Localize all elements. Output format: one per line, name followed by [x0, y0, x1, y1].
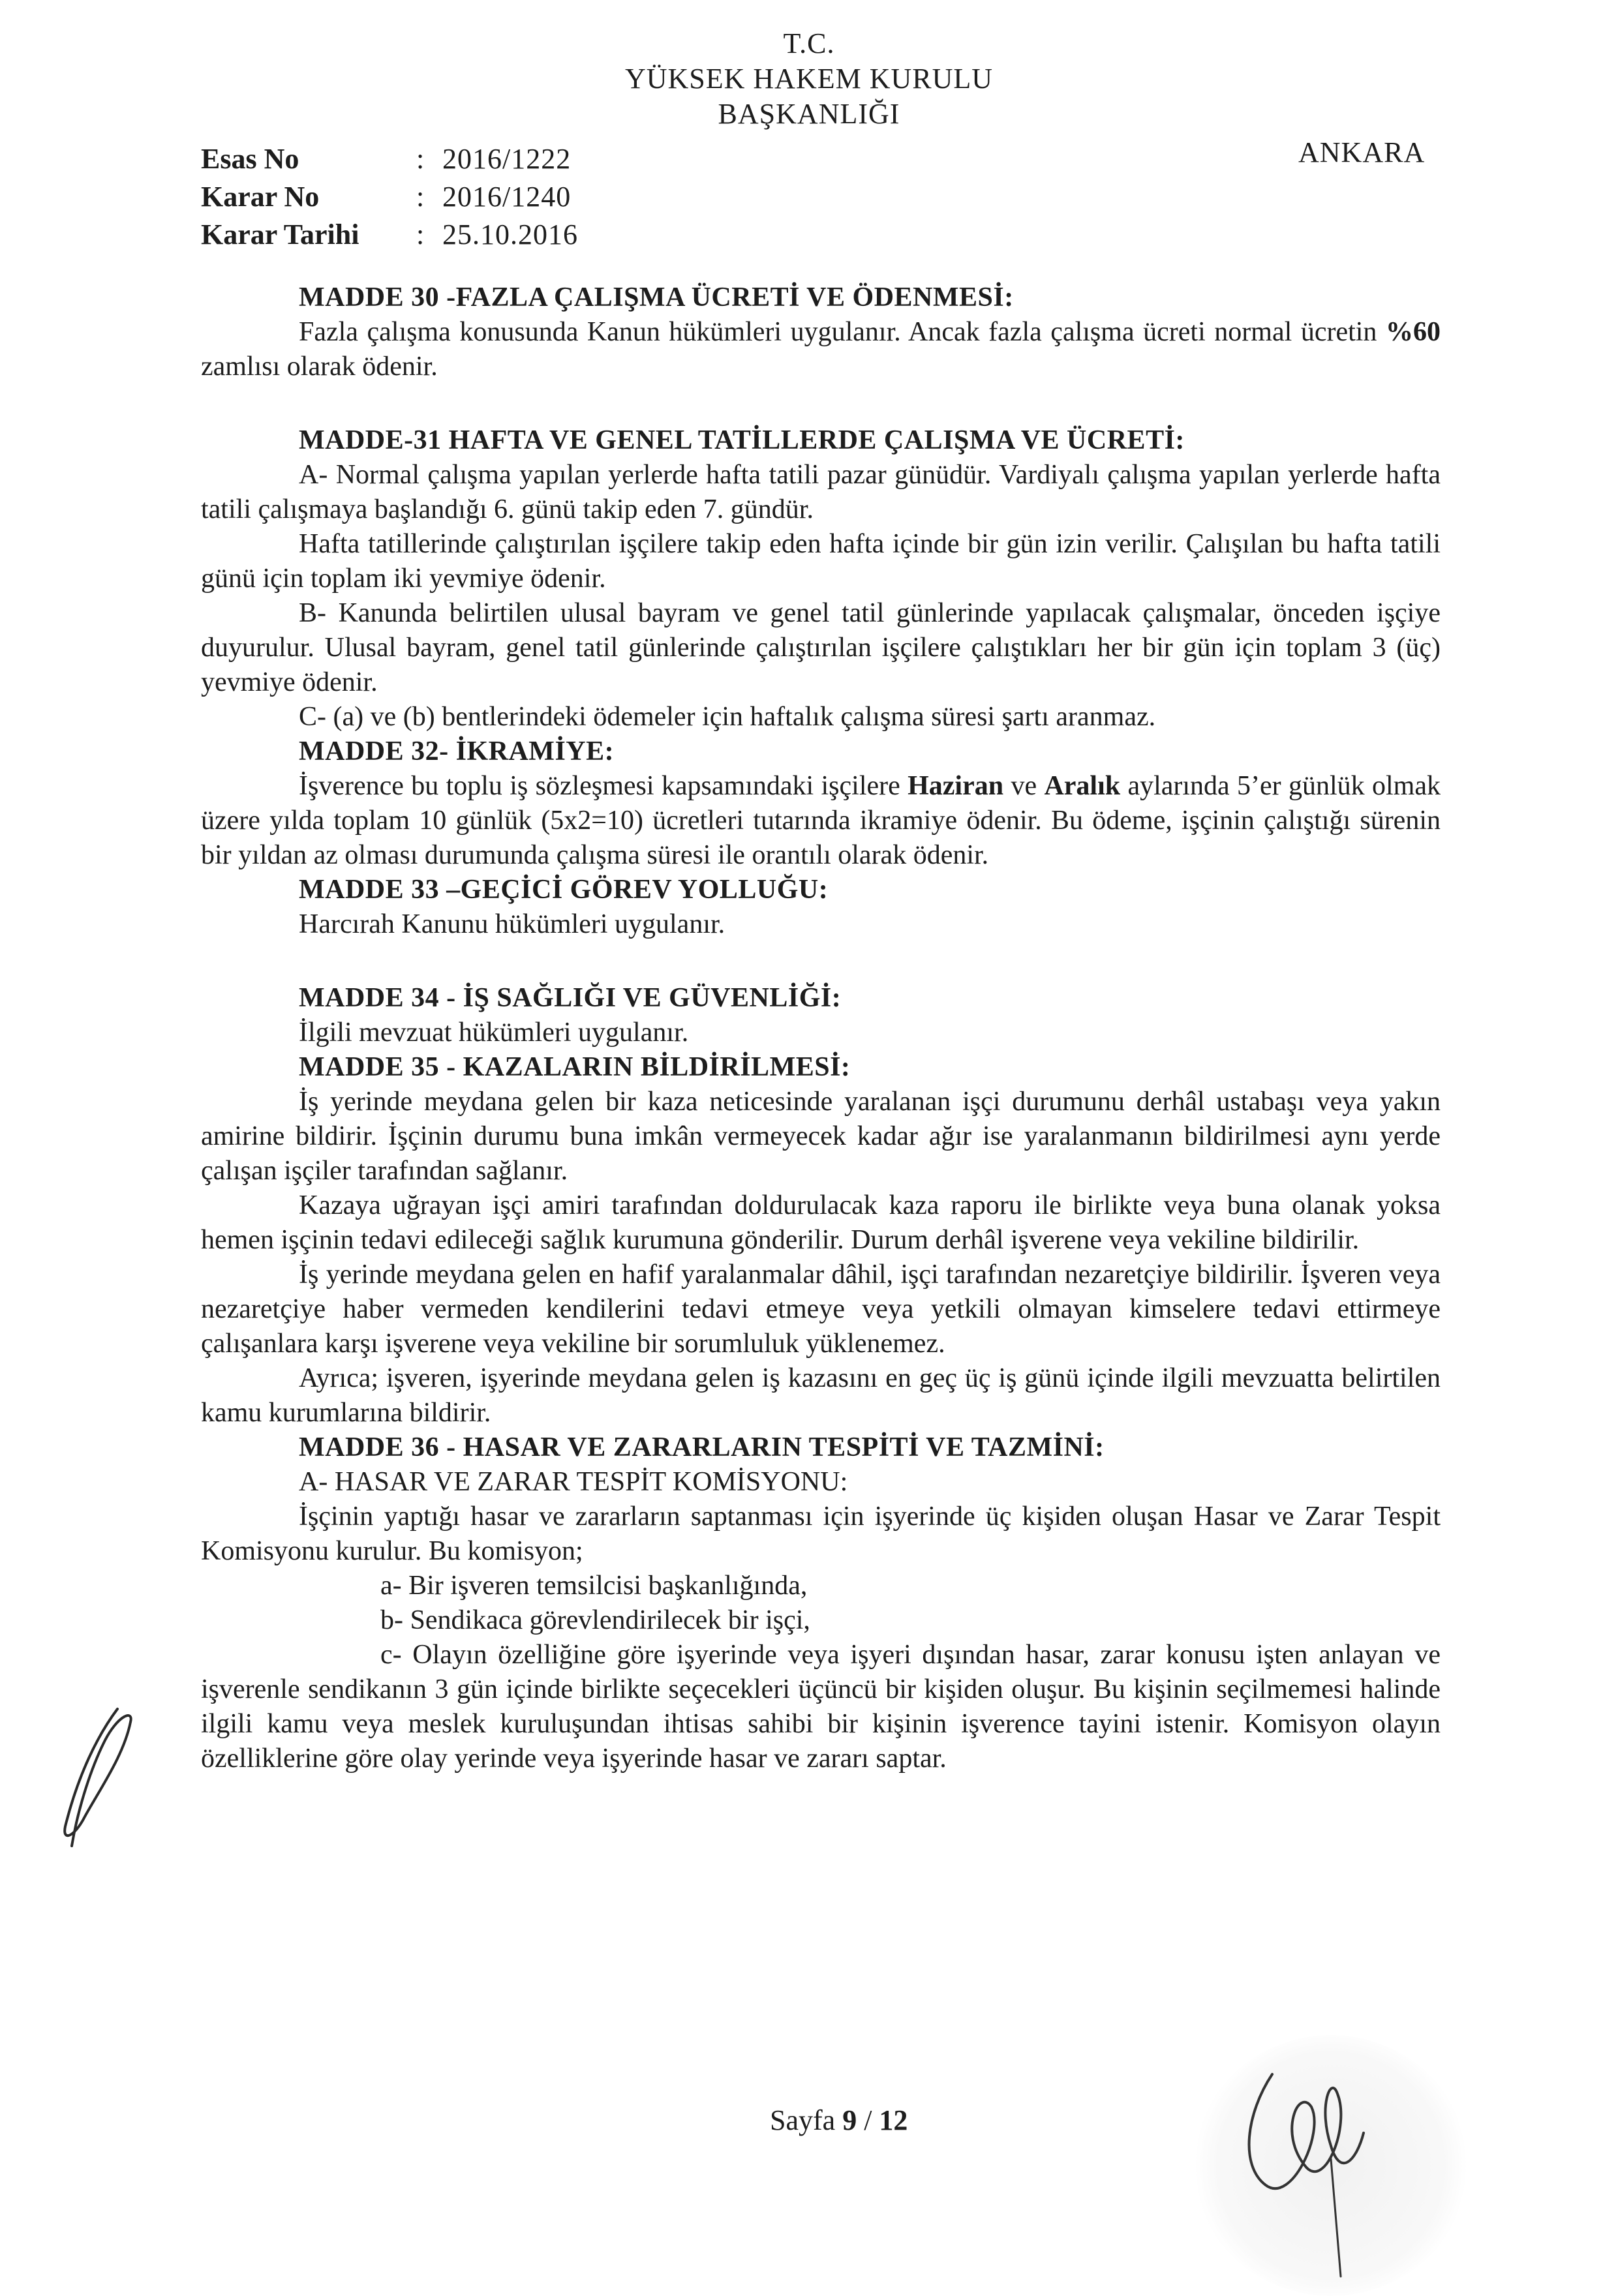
- header-tc: T.C.: [783, 27, 835, 59]
- madde-36-item-a: a- Bir işveren temsilcisi başkanlığında,: [380, 1571, 808, 1601]
- tarih-value: 25.10.2016: [442, 219, 578, 250]
- madde-36-subtitle: A- HASAR VE ZARAR TESPİT KOMİSYONU:: [299, 1467, 848, 1497]
- initial-signature-left: [39, 1696, 144, 1859]
- madde-32-text-b: ve: [1003, 771, 1045, 801]
- madde-31-a2: Hafta tatillerinde çalıştırılan işçilere takip eden hafta içinde bir gün izin verilir. Çalışılan bu hafta tatili günü için toplam iki yevmiye ödenir.: [201, 529, 1441, 594]
- esas-value: 2016/1222: [442, 143, 572, 175]
- madde-35-p4: Ayrıca; işveren, işyerinde meydana gelen iş kazasını en geç üç iş günü içinde ilgili mevzuatta belirtilen kamu kurumlarına bildirir.: [201, 1363, 1441, 1428]
- header-presidency: BAŞKANLIĞI: [718, 98, 900, 130]
- esas-label: Esas No: [201, 143, 299, 175]
- madde-31-a: A- Normal çalışma yapılan yerlerde hafta tatili pazar günüdür. Vardiyalı çalışma yapılan yerlerde hafta tatili çalışmaya başlandığı 6. günü takip eden 7. gündür.: [201, 460, 1441, 524]
- tarih-label: Karar Tarihi: [201, 219, 359, 250]
- case-metadata: [201, 140, 578, 254]
- madde-31-b: B- Kanunda belirtilen ulusal bayram ve genel tatil günlerinde yapılacak çalışmalar, önceden işçiye duyurulur. Ulusal bayram, genel tatil günlerinde çalıştırılan işçilere çalıştıkları her bir gün için toplam 3 (üç) yevmiye ödenir.: [201, 598, 1441, 697]
- page-current: 9: [842, 2104, 857, 2136]
- karar-value: 2016/1240: [442, 181, 572, 213]
- esas-row: [201, 140, 578, 178]
- madde-30-title: MADDE 30 -FAZLA ÇALIŞMA ÜCRETİ VE ÖDENMESİ:: [299, 282, 1014, 312]
- signature-right: [1200, 2035, 1461, 2283]
- madde-35-p1: İş yerinde meydana gelen bir kaza neticesinde yaralanan işçi durumunu derhâl ustabaşı veya yakın amirine bildirir. İşçinin durumu buna imkân vermeyecek kadar ağır ise yaralanmanın bildirilmesi aynı yerde çalışan işçiler tarafından sağlanır.: [201, 1087, 1441, 1186]
- madde-32-paragraph: [201, 769, 1441, 873]
- madde-36-p1: İşçinin yaptığı hasar ve zararların saptanması için işyerinde üç kişiden oluşan Hasar ve Zarar Tespit Komisyonu kurulur. Bu komisyon;: [201, 1502, 1441, 1566]
- page-prefix: Sayfa: [770, 2104, 843, 2136]
- madde-36-item-c: c- Olayın özelliğine göre işyerinde veya işyeri dışından hasar, zarar konusu işten anlayan ve işverenle sendikanın 3 gün içinde birlikte seçecekleri üçüncü bir kişiden oluşur. Bu kişinin seçilmemesi halinde ilgili kamu veya meslek kuruluşundan ihtisas sahibi bir kişinin işverence tayini istenir. Komisyon olayın özelliklerine göre olay yerinde veya işyerinde hasar ve zararı saptar.: [201, 1640, 1441, 1774]
- esas-separator: :: [416, 143, 425, 175]
- madde-31-c: C- (a) ve (b) bentlerindeki ödemeler için haftalık çalışma süresi şartı aranmaz.: [299, 702, 1156, 732]
- madde-36-item-b: b- Sendikaca görevlendirilecek bir işçi,: [380, 1605, 810, 1635]
- karar-row: [201, 178, 578, 216]
- karar-separator: :: [416, 181, 425, 213]
- madde-34-title: MADDE 34 - İŞ SAĞLIĞI VE GÜVENLİĞİ:: [299, 983, 842, 1013]
- madde-35-p3: İş yerinde meydana gelen en hafif yaralanmalar dâhil, işçi tarafından nezaretçiye bildirilir. İşveren veya nezaretçiye haber vermeden kendilerini tedavi etmeye veya yetkili olmayan kimselere tedavi ettirmeye çalışanlara karşı işverene veya vekiline bir sorumluluk yüklenemez.: [201, 1260, 1441, 1359]
- page-separator: /: [857, 2104, 879, 2136]
- madde-35-p2: Kazaya uğrayan işçi amiri tarafından doldurulacak kaza raporu ile birlikte veya buna olanak yoksa hemen işçinin tedavi edileceği sağlık kurumuna gönderilir. Durum derhâl işverene veya vekiline bildirilir.: [201, 1190, 1441, 1255]
- madde-31-title: MADDE-31 HAFTA VE GENEL TATİLLERDE ÇALIŞMA VE ÜCRETİ:: [299, 425, 1185, 455]
- page-number: [770, 2104, 908, 2137]
- document-body: [201, 280, 1441, 1776]
- madde-33-title: MADDE 33 –GEÇİCİ GÖREV YOLLUĞU:: [299, 875, 829, 905]
- madde-30-rate: %60: [1386, 317, 1441, 347]
- page-total: 12: [879, 2104, 908, 2136]
- tarih-separator: :: [416, 219, 425, 250]
- tarih-row: [201, 216, 578, 254]
- madde-34-paragraph: İlgili mevzuat hükümleri uygulanır.: [299, 1018, 689, 1048]
- madde-32-month-haziran: Haziran: [908, 771, 1004, 801]
- madde-36-title: MADDE 36 - HASAR VE ZARARLARIN TESPİTİ VE TAZMİNİ:: [299, 1432, 1105, 1462]
- karar-label: Karar No: [201, 181, 320, 213]
- header-city: ANKARA: [1298, 136, 1426, 168]
- header-institution: YÜKSEK HAKEM KURULU: [624, 63, 994, 95]
- madde-32-title: MADDE 32- İKRAMİYE:: [299, 736, 615, 766]
- madde-33-paragraph: Harcırah Kanunu hükümleri uygulanır.: [299, 909, 725, 939]
- madde-32-text-a: İşverence bu toplu iş sözleşmesi kapsamındaki işçilere: [299, 771, 908, 801]
- madde-30-text-a: Fazla çalışma konusunda Kanun hükümleri uygulanır. Ancak fazla çalışma ücreti normal ücretin: [299, 317, 1386, 347]
- madde-32-text-c: aylarında 5’er günlük olmak üzere yılda toplam 10 günlük (5x2=10) ücretleri tutarında ikramiye ödenir. Bu ödeme, işçinin çalıştığı sürenin bir yıldan az olması durumunda çalışma süresi ile orantılı olarak ödenir.: [201, 771, 1441, 870]
- madde-30-paragraph: [201, 315, 1441, 384]
- madde-35-title: MADDE 35 - KAZALARIN BİLDİRİLMESİ:: [299, 1052, 851, 1082]
- madde-32-month-aralik: Aralık: [1044, 771, 1121, 801]
- institution-header: [548, 26, 1070, 132]
- madde-30-text-b: zamlısı olarak ödenir.: [201, 352, 438, 382]
